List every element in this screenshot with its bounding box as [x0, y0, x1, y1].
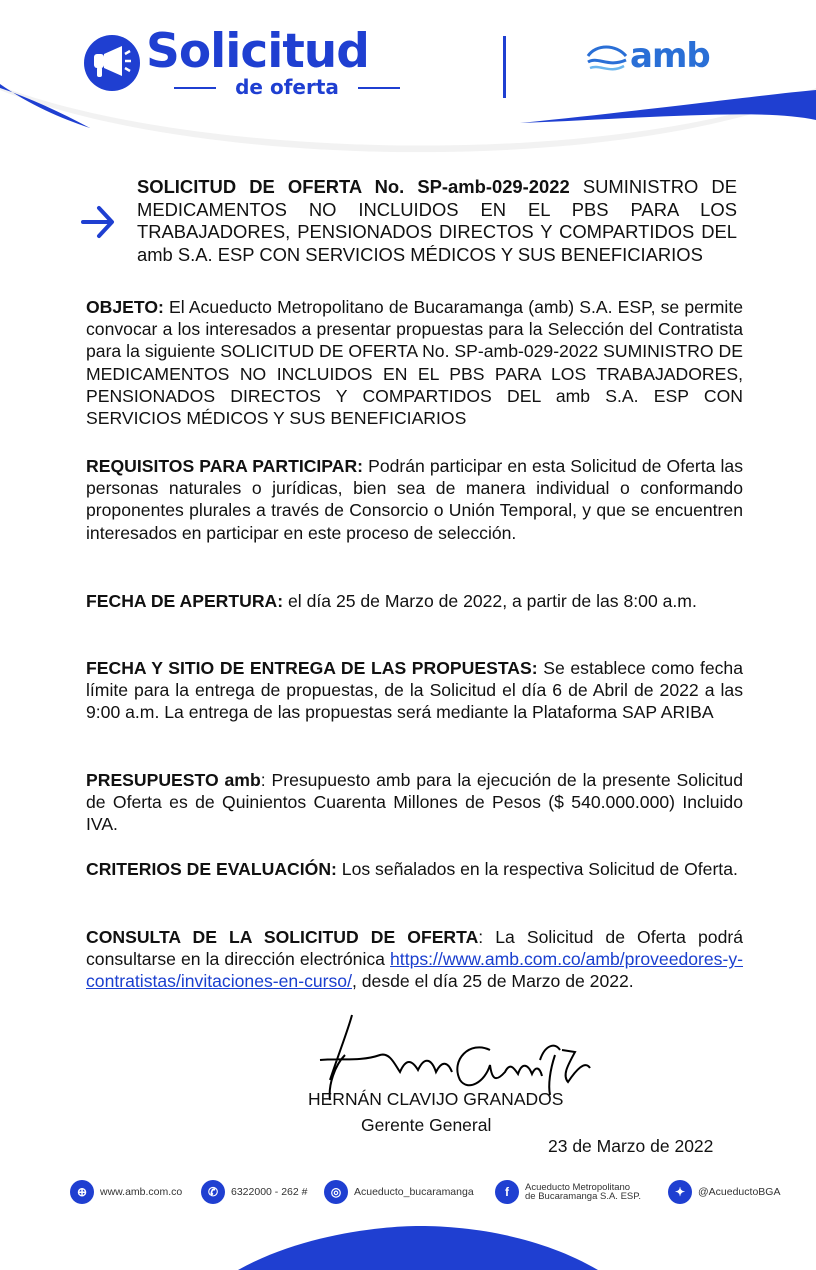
- section-consulta: CONSULTA DE LA SOLICITUD DE OFERTA: La Solicitud de Oferta podrá consultarse en la dirección electrónica https://www.amb.com.co/amb/proveedores-y-contratistas/invitaciones-en-curso/, desde el día 25 de Marzo de 2022.: [86, 927, 743, 992]
- section-objeto: OBJETO: El Acueducto Metropolitano de Bucaramanga (amb) S.A. ESP, se permite convocar a los interesados a presentar propuestas para la Selección del Contratista para la siguiente SOLICITUD DE OFERTA No. SP-amb-029-2022 SUMINISTRO DE MEDICAMENTOS NO INCLUIDOS EN EL PBS PARA LOS TRABAJADORES, PENSIONADOS DIRECTOS Y COMPARTIDOS DEL amb S.A. ESP CON SERVICIOS MÉDICOS Y SUS BENEFICIARIOS: [86, 297, 743, 429]
- section-fecha-entrega: FECHA Y SITIO DE ENTREGA DE LAS PROPUESTAS: Se establece como fecha límite para la entrega de propuestas, de la Solicitud el día 6 de Abril de 2022 a las 9:00 a.m. La entrega de las propuestas será mediante la Plataforma SAP ARIBA: [86, 658, 743, 723]
- footer-instagram[interactable]: ◎ Acueducto_bucaramanga: [324, 1178, 474, 1206]
- signature-date: 23 de Marzo de 2022: [548, 1136, 714, 1156]
- footer-phone[interactable]: ✆ 6322000 - 262 #: [201, 1178, 307, 1206]
- footer-twitter[interactable]: ✦ @AcueductoBGA: [668, 1178, 780, 1206]
- footer-facebook[interactable]: f Acueducto Metropolitano de Bucaramanga S.A. ESP.: [495, 1178, 641, 1206]
- footer-arc: [0, 1220, 816, 1270]
- amb-logo-text: amb: [630, 36, 710, 76]
- instagram-icon: ◎: [324, 1180, 348, 1204]
- wave-icon: [586, 42, 628, 78]
- megaphone-icon: [84, 35, 140, 91]
- amb-logo: [586, 36, 731, 82]
- facebook-icon: f: [495, 1180, 519, 1204]
- section-fecha-apertura: FECHA DE APERTURA: el día 25 de Marzo de 2022, a partir de las 8:00 a.m.: [86, 591, 697, 611]
- consulta-link[interactable]: https://www.amb.com.co/amb/proveedores-y-contratistas/invitaciones-en-curso/: [86, 949, 743, 992]
- phone-icon: ✆: [201, 1180, 225, 1204]
- arrow-right-icon: [80, 203, 116, 241]
- signer-role: Gerente General: [361, 1115, 492, 1135]
- signer-name: HERNÁN CLAVIJO GRANADOS: [308, 1089, 564, 1109]
- section-requisitos: REQUISITOS PARA PARTICIPAR: Podrán participar en esta Solicitud de Oferta las personas naturales o jurídicas, bien sea de manera individual o conformando proponentes plurales a través de Consorcio o Unión Temporal, y que se encuentren interesados en participar en este proceso de selección.: [86, 456, 743, 543]
- section-presupuesto: PRESUPUESTO amb: Presupuesto amb para la ejecución de la presente Solicitud de Oferta es de Quinientos Cuarenta Millones de Pesos ($ 540.000.000) Incluido IVA.: [86, 770, 743, 835]
- twitter-icon: ✦: [668, 1180, 692, 1204]
- section-criterios: CRITERIOS DE EVALUACIÓN: Los señalados en la respectiva Solicitud de Oferta.: [86, 859, 738, 879]
- offer-heading: SOLICITUD DE OFERTA No. SP-amb-029-2022 SUMINISTRO DE MEDICAMENTOS NO INCLUIDOS EN EL PBS PARA LOS TRABAJADORES, PENSIONADOS DIRECTOS Y COMPARTIDOS DEL amb S.A. ESP CON SERVICIOS MÉDICOS Y SUS BENEFICIARIOS: [137, 176, 737, 265]
- globe-icon: ⊕: [70, 1180, 94, 1204]
- header-divider: [503, 36, 506, 98]
- brand-subtitle: de oferta: [174, 75, 400, 99]
- footer-contacts: [70, 1178, 790, 1208]
- footer-website[interactable]: ⊕ www.amb.com.co: [70, 1178, 182, 1206]
- solicitud-oferta-logo: [84, 24, 414, 100]
- brand-title: Solicitud: [146, 24, 369, 79]
